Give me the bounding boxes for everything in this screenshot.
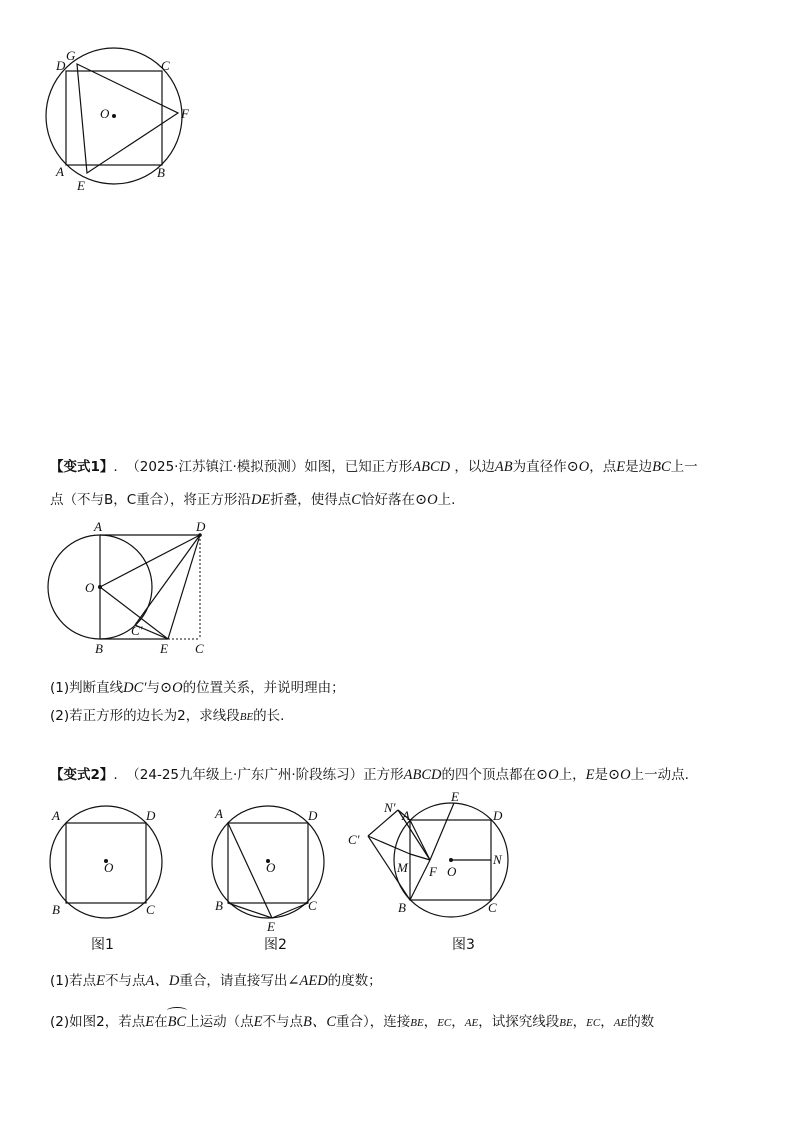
variant2-square: ABCD bbox=[403, 767, 442, 783]
variant1-q1-text: 的位置关系，并说明理由； bbox=[182, 680, 345, 696]
variant2-q2-sep: ， bbox=[572, 1014, 587, 1030]
variant1-ab: AB bbox=[494, 459, 513, 475]
triangle-gef bbox=[77, 64, 178, 173]
variant1-dot: . bbox=[113, 459, 118, 475]
variant2-line1 bbox=[50, 765, 689, 785]
variant1-line2 bbox=[50, 490, 455, 510]
label-e: E bbox=[451, 789, 459, 804]
label-b: B bbox=[95, 641, 103, 656]
variant2-figure1 bbox=[44, 800, 174, 922]
label-b: B bbox=[157, 165, 165, 180]
segment-be bbox=[228, 903, 272, 918]
label-b: B bbox=[52, 902, 60, 917]
segment-od bbox=[100, 535, 200, 587]
variant1-question2 bbox=[50, 706, 284, 727]
label-d: D bbox=[196, 519, 206, 534]
variant2-figure3 bbox=[340, 788, 520, 918]
variant2-q2-ae: AE bbox=[613, 1017, 628, 1029]
variant1-q2-text: (2)若正方形的边长为2，求线段 bbox=[50, 708, 240, 724]
variant2-q2-sep: ， bbox=[600, 1014, 614, 1030]
label-a: A bbox=[94, 519, 102, 534]
variant1-text: 折叠，使得点 bbox=[270, 492, 352, 508]
variant2-q1-text: 的度数； bbox=[327, 973, 382, 989]
variant2-text: 正方形 bbox=[363, 767, 404, 783]
variant1-text: 点（不与B，C重合），将正方形沿 bbox=[50, 492, 251, 508]
label-e: E bbox=[267, 919, 275, 934]
variant2-q2-text: ，试探究线段 bbox=[478, 1014, 560, 1030]
label-o: O bbox=[100, 106, 110, 121]
label-c1: C′ bbox=[348, 832, 360, 847]
label-e: E bbox=[77, 178, 85, 193]
variant2-q1-e: E bbox=[96, 973, 105, 989]
variant1-text: 为直径作 bbox=[512, 459, 567, 475]
figure3-caption: 图3 bbox=[452, 937, 475, 953]
label-o: O bbox=[266, 860, 276, 875]
label-a: A bbox=[402, 808, 410, 823]
variant2-q1-text: (1)若点 bbox=[50, 973, 97, 989]
variant2-q2-sep: ， bbox=[451, 1014, 465, 1030]
variant2-q1-ad: A、D bbox=[145, 973, 180, 989]
variant2-q2-text: 在 bbox=[154, 1014, 168, 1030]
variant1-q1-dc: DC′ bbox=[123, 680, 147, 696]
label-c: C bbox=[308, 898, 317, 913]
variant1-text: ，以边 bbox=[454, 459, 495, 475]
label-d: D bbox=[308, 808, 318, 823]
variant2-text: 的四个顶点都在 bbox=[441, 767, 536, 783]
label-n1: N′ bbox=[384, 800, 396, 815]
label-e: E bbox=[160, 641, 168, 656]
variant1-q1-text: 与 bbox=[146, 680, 160, 696]
variant2-q2-bc: B、C bbox=[302, 1014, 336, 1030]
variant2-q2-arc-label: BC bbox=[167, 1014, 187, 1030]
variant2-q2-text: 不与点 bbox=[262, 1014, 303, 1030]
variant2-q2-ae: AE bbox=[464, 1017, 479, 1029]
variant2-q2-be: BE bbox=[410, 1017, 424, 1029]
label-d: D bbox=[493, 808, 503, 823]
variant2-q2-text: 上运动（点 bbox=[186, 1014, 254, 1030]
arc-bc bbox=[168, 1012, 187, 1032]
variant2-question2 bbox=[50, 1012, 654, 1033]
label-f: F bbox=[429, 864, 437, 879]
variant2-q2-ec: EC bbox=[586, 1017, 601, 1029]
label-b: B bbox=[398, 900, 406, 915]
segment-ce bbox=[272, 903, 308, 918]
variant2-q2-ec: EC bbox=[437, 1017, 452, 1029]
label-c1: C′ bbox=[131, 623, 143, 638]
variant1-c: C bbox=[351, 492, 361, 508]
variant1-text: 恰好落在 bbox=[360, 492, 415, 508]
label-o: O bbox=[85, 580, 95, 595]
variant1-text: 上一 bbox=[670, 459, 698, 475]
variant1-source: （2025·江苏镇江·模拟预测） bbox=[126, 459, 305, 475]
variant2-dot: . bbox=[113, 767, 118, 783]
center-dot bbox=[98, 585, 102, 589]
variant2-q2-text: 重合），连接 bbox=[336, 1014, 411, 1030]
variant2-e: E bbox=[585, 767, 595, 783]
label-m: M bbox=[397, 860, 408, 875]
label-a: A bbox=[52, 808, 60, 823]
label-n: N bbox=[493, 852, 502, 867]
label-d: D bbox=[146, 808, 156, 823]
variant2-text: 上， bbox=[558, 767, 586, 783]
segment-bf bbox=[410, 860, 430, 900]
variant2-source: （24-25九年级上·广东广州·阶段练习） bbox=[126, 767, 364, 783]
variant1-text: 是边 bbox=[625, 459, 653, 475]
arc-mark bbox=[167, 1007, 188, 1014]
label-o: O bbox=[447, 864, 457, 879]
variant1-line1 bbox=[50, 457, 698, 477]
variant2-q2-be: BE bbox=[559, 1017, 573, 1029]
variant2-q1-text: 不与点 bbox=[104, 973, 146, 989]
segment-ef bbox=[430, 803, 454, 860]
label-b: B bbox=[215, 898, 223, 913]
variant1-q2-text: 的长. bbox=[253, 708, 285, 724]
variant1-circle: ⊙O bbox=[414, 492, 438, 508]
variant2-q2-text: 的数 bbox=[627, 1014, 655, 1030]
variant2-text: 是 bbox=[594, 767, 608, 783]
variant2-circle: ⊙O bbox=[607, 767, 631, 783]
center-dot bbox=[112, 114, 116, 118]
variant2-q1-text: 重合，请直接写出 bbox=[179, 973, 288, 989]
label-d: D bbox=[56, 58, 66, 73]
variant2-circle: ⊙O bbox=[535, 767, 559, 783]
variant1-bc: BC bbox=[652, 459, 671, 475]
label-o: O bbox=[104, 860, 114, 875]
label-c: C bbox=[161, 58, 170, 73]
label-c: C bbox=[146, 902, 155, 917]
label-a: A bbox=[56, 164, 64, 179]
figure1-caption: 图1 bbox=[91, 937, 114, 953]
variant1-tag: 【变式1】 bbox=[50, 459, 114, 475]
variant1-figure bbox=[40, 520, 220, 655]
variant2-text: 上一动点. bbox=[630, 767, 689, 783]
label-f: F bbox=[181, 106, 189, 121]
variant1-q1-circle: ⊙O bbox=[159, 680, 183, 696]
variant1-de: DE bbox=[250, 492, 271, 508]
top-figure bbox=[40, 40, 210, 210]
variant2-q2-e: E bbox=[253, 1014, 263, 1030]
variant2-figure2 bbox=[206, 800, 336, 932]
segment-af bbox=[410, 820, 430, 860]
figure2-caption: 图2 bbox=[264, 937, 287, 953]
variant2-q2-e: E bbox=[145, 1014, 155, 1030]
label-a: A bbox=[215, 806, 223, 821]
variant2-question1 bbox=[50, 971, 382, 991]
variant2-q1-angle: ∠AED bbox=[287, 973, 328, 989]
variant1-square: ABCD bbox=[412, 459, 451, 475]
variant2-tag: 【变式2】 bbox=[50, 767, 114, 783]
variant2-q2-text: (2)如图2，若点 bbox=[50, 1014, 146, 1030]
label-c: C bbox=[195, 641, 204, 656]
variant1-text: ，点 bbox=[589, 459, 617, 475]
variant1-q2-be: BE bbox=[239, 711, 254, 723]
variant1-text: 如图，已知正方形 bbox=[304, 459, 413, 475]
segment-de bbox=[168, 535, 200, 639]
variant1-e: E bbox=[616, 459, 626, 475]
label-g: G bbox=[66, 48, 76, 63]
variant1-text: 上. bbox=[437, 492, 456, 508]
variant1-circle: ⊙O bbox=[566, 459, 590, 475]
variant1-q1-text: (1)判断直线 bbox=[50, 680, 124, 696]
variant2-q2-sep: ， bbox=[423, 1014, 438, 1030]
variant1-question1 bbox=[50, 678, 345, 698]
center-dot bbox=[449, 858, 453, 862]
segment-dc1 bbox=[135, 535, 200, 625]
label-c: C bbox=[488, 900, 497, 915]
